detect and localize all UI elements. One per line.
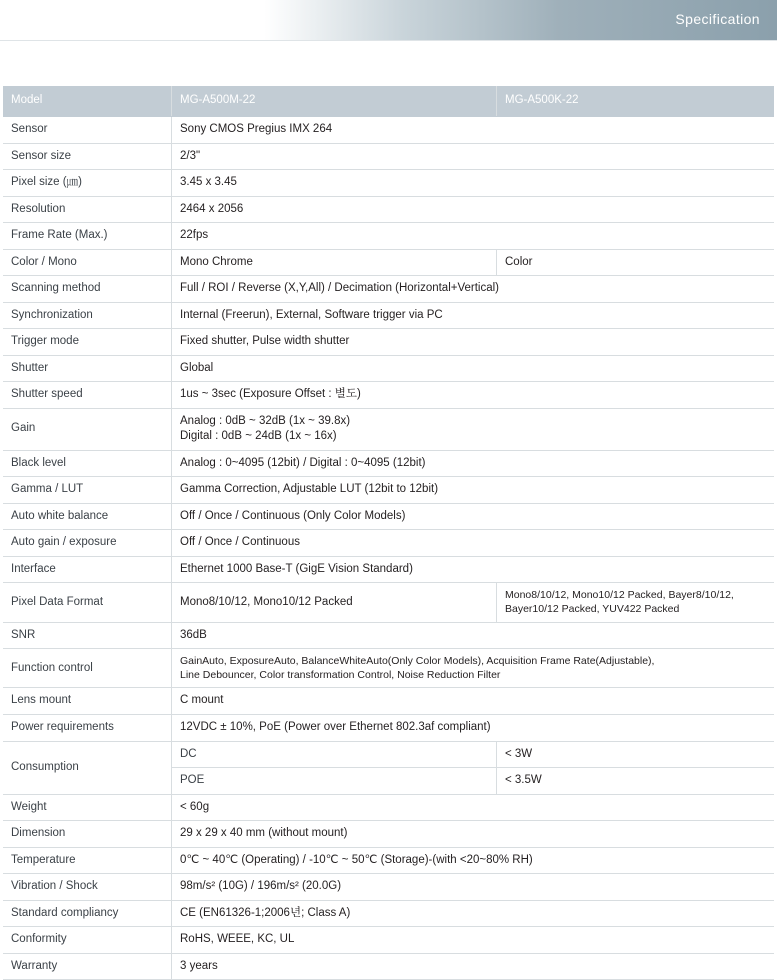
row-label: Black level	[3, 450, 172, 477]
row-label: Shutter	[3, 355, 172, 382]
table-row	[3, 503, 774, 530]
row-label: Sensor size	[3, 143, 172, 170]
row-value: 29 x 29 x 40 mm (without mount)	[172, 821, 775, 848]
row-label: Scanning method	[3, 276, 172, 303]
row-value: Ethernet 1000 Base-T (GigE Vision Standard)	[172, 556, 775, 583]
row-value-secondary-line2: Bayer10/12 Packed, YUV422 Packed	[505, 603, 680, 616]
table-row	[3, 622, 774, 649]
row-value: 36dB	[172, 622, 775, 649]
row-label: Conformity	[3, 927, 172, 954]
row-value-primary: MG-A500M-22	[172, 86, 497, 117]
row-value: 3.45 x 3.45	[172, 170, 775, 197]
table-row	[3, 450, 774, 477]
row-value-secondary	[497, 583, 775, 622]
row-sublabel-poe: POE	[172, 768, 497, 795]
row-value: 98m/s² (10G) / 196m/s² (20.0G)	[172, 874, 775, 901]
row-label-consumption: Consumption	[3, 741, 172, 794]
row-label: SNR	[3, 622, 172, 649]
row-label: Standard compliancy	[3, 900, 172, 927]
table-row	[3, 900, 774, 927]
row-value-secondary: Color	[497, 249, 775, 276]
row-value	[172, 408, 775, 450]
row-value: RoHS, WEEE, KC, UL	[172, 927, 775, 954]
row-label: Synchronization	[3, 302, 172, 329]
row-value-line1: Analog : 0dB ~ 32dB (1x ~ 39.8x)	[180, 414, 351, 427]
row-label: Pixel Data Format	[3, 583, 172, 622]
table-row	[3, 847, 774, 874]
row-value-line2: Digital : 0dB ~ 24dB (1x ~ 16x)	[180, 430, 337, 443]
table-row	[3, 170, 774, 197]
row-value: 1us ~ 3sec (Exposure Offset : 별도)	[172, 382, 775, 409]
specification-table	[3, 86, 774, 980]
row-value: 22fps	[172, 223, 775, 250]
table-row	[3, 355, 774, 382]
row-value-secondary: MG-A500K-22	[497, 86, 775, 117]
row-value-dc: < 3W	[497, 741, 775, 768]
table-row	[3, 556, 774, 583]
row-label: Interface	[3, 556, 172, 583]
row-value: 0℃ ~ 40℃ (Operating) / -10℃ ~ 50℃ (Storage)-(with <20~80% RH)	[172, 847, 775, 874]
table-row	[3, 249, 774, 276]
row-label: Sensor	[3, 117, 172, 144]
row-label: Temperature	[3, 847, 172, 874]
row-label: Model	[3, 86, 172, 117]
table-row	[3, 196, 774, 223]
table-row	[3, 143, 774, 170]
row-label: Resolution	[3, 196, 172, 223]
table-row-consumption-dc	[3, 741, 774, 768]
table-row	[3, 86, 774, 117]
table-row	[3, 530, 774, 557]
row-value-line2: Line Debouncer, Color transformation Control, Noise Reduction Filter	[180, 669, 501, 682]
row-value: 2/3"	[172, 143, 775, 170]
row-label: Auto white balance	[3, 503, 172, 530]
row-value: CE (EN61326-1;2006년; Class A)	[172, 900, 775, 927]
row-value-primary: Mono Chrome	[172, 249, 497, 276]
row-value: C mount	[172, 688, 775, 715]
row-label: Gamma / LUT	[3, 477, 172, 504]
row-value: 12VDC ± 10%, PoE (Power over Ethernet 802.3af compliant)	[172, 715, 775, 742]
row-value: Off / Once / Continuous (Only Color Models)	[172, 503, 775, 530]
row-value: 2464 x 2056	[172, 196, 775, 223]
specification-table-wrapper	[0, 86, 777, 980]
row-sublabel-dc: DC	[172, 741, 497, 768]
row-label: Pixel size (㎛)	[3, 170, 172, 197]
table-row	[3, 276, 774, 303]
row-label: Weight	[3, 794, 172, 821]
row-label: Function control	[3, 649, 172, 688]
table-row	[3, 649, 774, 688]
row-value: Internal (Freerun), External, Software trigger via PC	[172, 302, 775, 329]
row-label: Power requirements	[3, 715, 172, 742]
row-value-primary: Mono8/10/12, Mono10/12 Packed	[172, 583, 497, 622]
row-value: 3 years	[172, 953, 775, 980]
table-row	[3, 382, 774, 409]
row-value: Gamma Correction, Adjustable LUT (12bit to 12bit)	[172, 477, 775, 504]
row-label: Dimension	[3, 821, 172, 848]
table-row	[3, 329, 774, 356]
table-row	[3, 715, 774, 742]
row-label: Color / Mono	[3, 249, 172, 276]
row-label: Warranty	[3, 953, 172, 980]
table-row	[3, 583, 774, 622]
table-row	[3, 408, 774, 450]
row-value: Analog : 0~4095 (12bit) / Digital : 0~4095 (12bit)	[172, 450, 775, 477]
page-header-band	[0, 0, 777, 40]
page-title: Specification	[675, 11, 760, 27]
row-label: Trigger mode	[3, 329, 172, 356]
table-row	[3, 688, 774, 715]
row-value-line1: GainAuto, ExposureAuto, BalanceWhiteAuto(Only Color Models), Acquisition Frame Rate(Adjustable),	[180, 655, 655, 668]
row-label: Auto gain / exposure	[3, 530, 172, 557]
table-row	[3, 302, 774, 329]
row-value	[172, 649, 775, 688]
row-value-poe: < 3.5W	[497, 768, 775, 795]
table-row	[3, 874, 774, 901]
row-value: < 60g	[172, 794, 775, 821]
row-label: Vibration / Shock	[3, 874, 172, 901]
table-row	[3, 821, 774, 848]
row-value: Global	[172, 355, 775, 382]
table-row	[3, 953, 774, 980]
table-row	[3, 117, 774, 144]
row-value: Off / Once / Continuous	[172, 530, 775, 557]
row-label: Shutter speed	[3, 382, 172, 409]
table-row	[3, 794, 774, 821]
table-row	[3, 927, 774, 954]
table-row	[3, 477, 774, 504]
row-label: Frame Rate (Max.)	[3, 223, 172, 250]
row-value: Sony CMOS Pregius IMX 264	[172, 117, 775, 144]
row-value: Fixed shutter, Pulse width shutter	[172, 329, 775, 356]
table-row	[3, 223, 774, 250]
row-label: Lens mount	[3, 688, 172, 715]
row-value: Full / ROI / Reverse (X,Y,All) / Decimation (Horizontal+Vertical)	[172, 276, 775, 303]
row-label: Gain	[3, 408, 172, 450]
header-divider	[0, 40, 777, 41]
specification-table-body	[3, 86, 774, 980]
row-value-secondary-line1: Mono8/10/12, Mono10/12 Packed, Bayer8/10/12,	[505, 589, 734, 602]
